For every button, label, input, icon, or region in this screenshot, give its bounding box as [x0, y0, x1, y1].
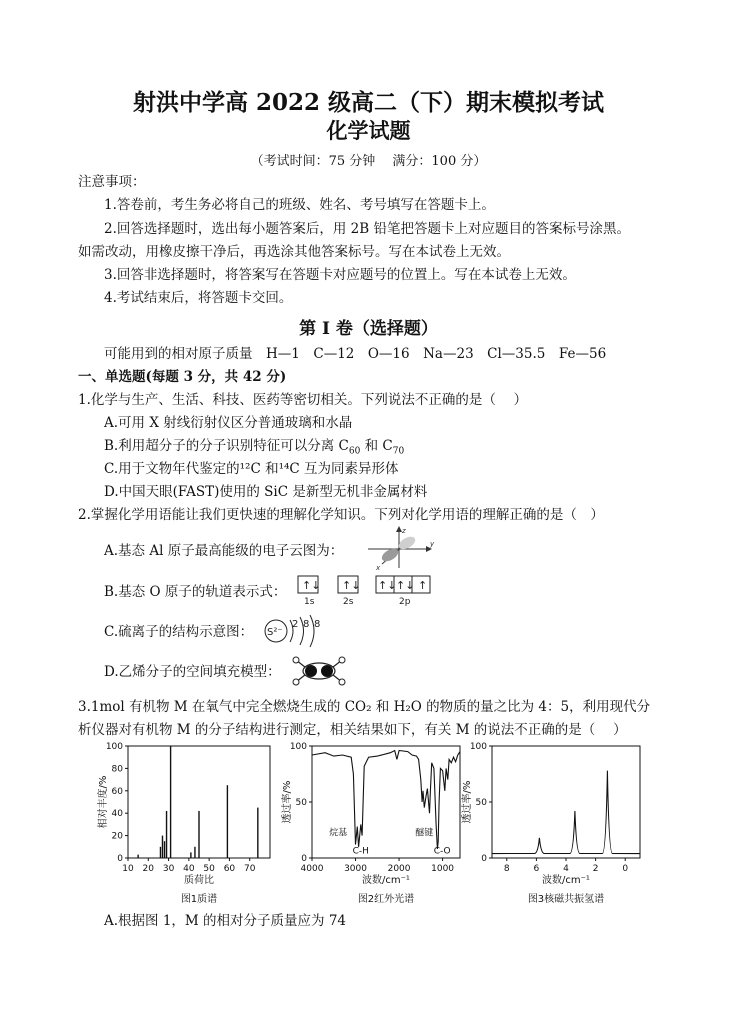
- y-tick-label: 20: [111, 831, 123, 842]
- orbital-2p-label: 2p: [399, 597, 411, 607]
- x-tick-label: 1000: [431, 864, 455, 874]
- notice-heading: 注意事项：: [78, 174, 146, 190]
- orbital-1s-label: 1s: [304, 597, 315, 607]
- y-tick-label: 60: [111, 786, 123, 797]
- chart-title: 图1质谱: [180, 894, 218, 905]
- x-tick-label: 10: [122, 864, 134, 874]
- q1-option-c: C.用于文物年代鉴定的¹²C 和¹⁴C 互为同素异形体: [104, 461, 399, 477]
- q2-option-b: B.基态 O 原子的轨道表示式：: [104, 584, 287, 600]
- chart-mass-spectrum: [90, 740, 280, 910]
- notice-item-2-line-1: 2.回答选择题时，选出每小题答案后，用 2B 铅笔把答题卡上对应题目的答案标号涂黑。: [104, 221, 630, 237]
- y-tick-label: 100: [469, 742, 487, 752]
- y-tick-label: 40: [111, 809, 123, 820]
- q2-option-d: D.乙烯分子的空间填充模型：: [104, 664, 281, 680]
- annotation-ch: C-H: [352, 846, 369, 857]
- atomic-masses: 可能用到的相对原子质量 H—1 C—12 O—16 Na—23 Cl—35.5 Fe—56: [104, 346, 607, 362]
- y-axis-label: 相对丰度/%: [98, 775, 109, 829]
- svg-text:↑: ↑: [418, 579, 428, 592]
- x-tick-label: 0: [622, 864, 629, 874]
- exam-title: 射洪中学高 2022 级高二（下）期末模拟考试: [132, 89, 605, 116]
- nmr-spectrum-line: [492, 771, 640, 854]
- q1-option-b: B.利用超分子的分子识别特征可以分离 $C_{60}$ 和 $C_{70}$: [104, 438, 405, 457]
- x-tick-label: 30: [162, 864, 175, 874]
- annotation-alkyl: 烷基: [329, 828, 348, 839]
- x-tick-label: 8: [503, 864, 510, 874]
- ethylene-model: [288, 654, 350, 688]
- x-tick-label: 50: [203, 864, 215, 874]
- svg-text:↑↓: ↑↓: [396, 579, 415, 592]
- chart-title: 图2红外光谱: [357, 894, 415, 905]
- ion-symbol: S²⁻: [267, 627, 283, 638]
- chart-ir-spectrum: [282, 740, 476, 910]
- q1-stem: 1.化学与生产、生活、科技、医药等密切相关。下列说法不正确的是（ ）: [78, 392, 528, 408]
- y-tick-label: 100: [105, 742, 123, 752]
- x-tick-label: 70: [243, 864, 256, 874]
- sulfide-ion-diagram: [262, 612, 332, 650]
- q2-option-a: A.基态 Al 原子最高能级的电子云图为：: [104, 543, 344, 559]
- y-tick-label: 0: [117, 854, 123, 864]
- x-tick-label: 60: [223, 864, 236, 874]
- q3-option-a: A.根据图 1，M 的相对分子质量应为 74: [104, 913, 347, 929]
- q2-stem: 2.掌握化学用语能让我们更快速的理解化学知识。下列对化学用语的理解正确的是（ ）: [78, 507, 604, 523]
- notice-item-3: 3.回答非选择题时，将答案写在答题卡对应题号的位置上。写在本试卷上无效。: [104, 267, 576, 283]
- x-tick-label: 6: [533, 864, 540, 874]
- plot-frame: [492, 746, 640, 858]
- y-axis-label: 透过率/%: [282, 780, 293, 824]
- y-tick-label: 0: [301, 854, 307, 864]
- x-tick-label: 2: [592, 864, 599, 874]
- section-heading: 一、单选题(每题 3 分，共 42 分): [78, 369, 287, 385]
- y-tick-label: 50: [295, 798, 307, 808]
- x-axis-label: 波数/cm⁻¹: [362, 875, 410, 886]
- x-axis-label: 质荷比: [184, 875, 214, 886]
- svg-text:↑↓: ↑↓: [342, 579, 361, 592]
- y-axis-label: 透过率/%: [462, 780, 473, 824]
- x-tick-label: 2000: [387, 864, 411, 874]
- orbital-box-diagram: [296, 574, 436, 608]
- q2-option-c: C.硫离子的结构示意图：: [104, 624, 254, 640]
- x-axis-label: 波数/cm⁻¹: [542, 875, 590, 886]
- q3-stem-line-1: 3.1mol 有机物 M 在氧气中完全燃烧生成的 CO₂ 和 H₂O 的物质的量之比为 4：5，利用现代分: [78, 699, 651, 715]
- q1-option-d: D.中国天眼(FAST)使用的 SiC 是新型无机非金属材料: [104, 484, 428, 500]
- x-tick-label: 40: [183, 864, 195, 874]
- notice-item-1: 1.答卷前，考生务必将自己的班级、姓名、考号填写在答题卡上。: [104, 197, 495, 213]
- x-tick-label: 4: [563, 864, 569, 874]
- svg-text:↑↓: ↑↓: [302, 579, 321, 592]
- q3-stem-line-2: 析仪器对有机物 M 的分子结构进行测定，相关结果如下，有关 M 的说法不正确的是（ ）: [78, 722, 627, 738]
- annotation-co: C-O: [433, 846, 451, 857]
- x-tick-label: 4000: [300, 864, 324, 874]
- chart-nmr-spectrum: [462, 740, 666, 910]
- notice-item-4: 4.考试结束后，将答题卡交回。: [104, 290, 293, 306]
- orbital-2s-label: 2s: [343, 597, 354, 607]
- p-orbital-diagram: [362, 526, 436, 572]
- axis-y-label: y: [430, 540, 435, 548]
- chart-title: 图3核磁共振氢谱: [527, 894, 605, 905]
- y-tick-label: 100: [289, 742, 307, 752]
- notice-item-2-line-2: 如需改动，用橡皮擦干净后，再选涂其他答案标号。写在本试卷上无效。: [78, 244, 510, 260]
- x-tick-label: 3000: [344, 864, 367, 874]
- axis-x-label: x: [376, 564, 381, 572]
- y-tick-label: 80: [111, 764, 123, 775]
- annotation-ether: 醚键: [415, 828, 434, 839]
- y-tick-label: 0: [481, 854, 487, 864]
- shell-1-count: 2: [292, 619, 299, 630]
- subject-title: 化学试题: [326, 118, 411, 143]
- exam-info: （考试时间：75 分钟 满分：100 分）: [250, 154, 487, 169]
- shell-3-count: 8: [314, 619, 321, 630]
- y-tick-label: 50: [475, 798, 487, 808]
- x-tick-label: 20: [142, 864, 155, 874]
- svg-text:↑↓: ↑↓: [378, 579, 397, 592]
- axis-z-label: z: [402, 527, 406, 535]
- part1-title: 第 I 卷（选择题）: [299, 319, 438, 339]
- shell-2-count: 8: [303, 619, 310, 630]
- q1-option-a: A.可用 X 射线衍射仪区分普通玻璃和水晶: [104, 415, 353, 431]
